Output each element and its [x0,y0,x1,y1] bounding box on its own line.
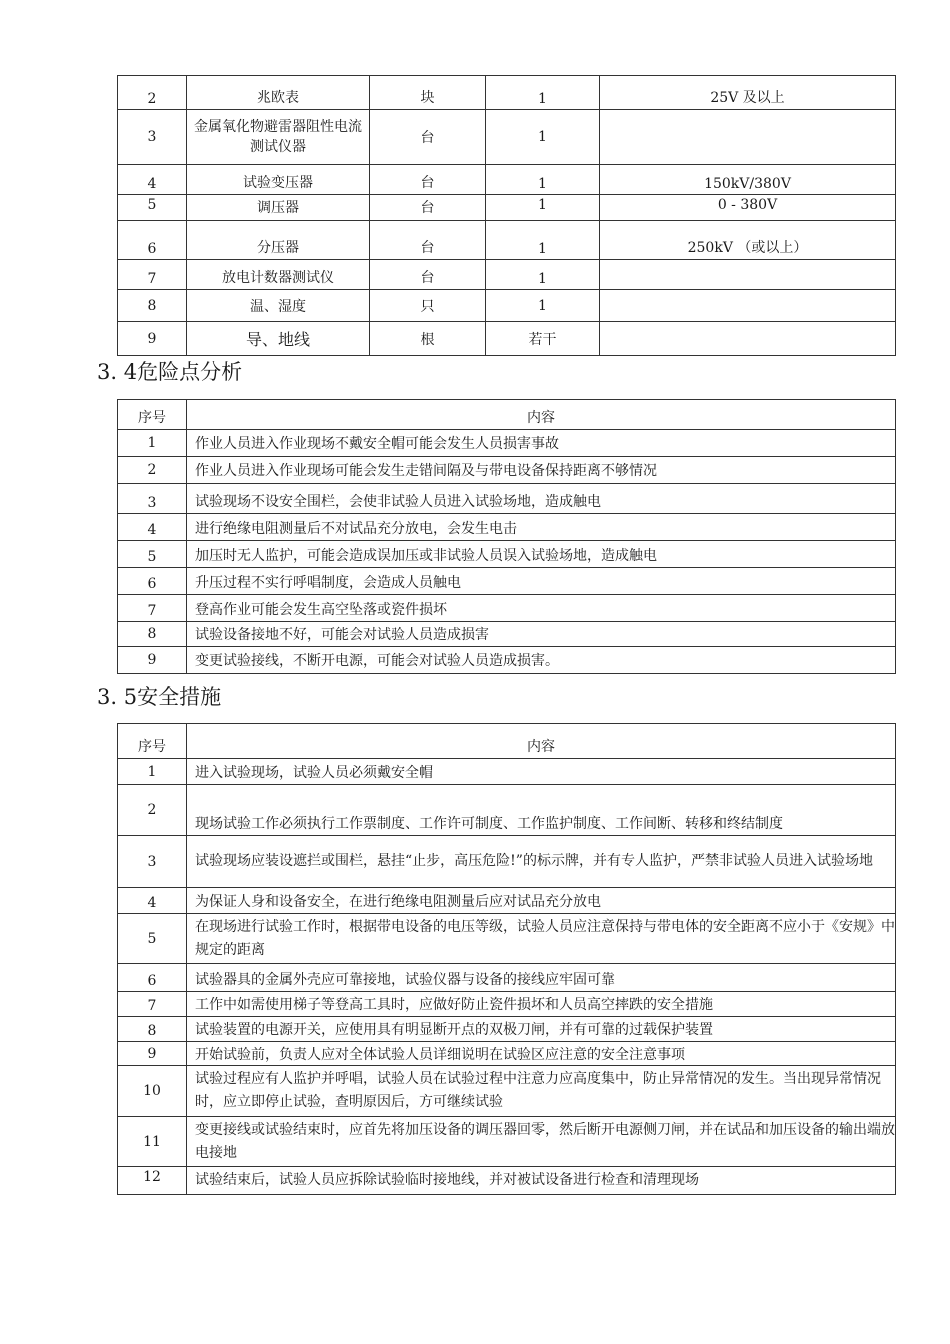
table-row [118,484,896,514]
row-number: 2 [118,457,187,484]
hazard-text: 试验设备接地不好，可能会对试验人员造成损害 [187,622,896,647]
equipment-unit: 台 [370,260,486,290]
row-number: 7 [118,992,187,1017]
row-number: 1 [118,759,187,785]
table-row [118,110,896,165]
row-number: 3 [118,836,187,888]
equipment-spec [600,290,896,322]
table-row [118,195,896,221]
measure-text: 在现场进行试验工作时，根据带电设备的电压等级，试验人员应注意保持与带电体的安全距离不应小于《安规》中规定的距离 [187,914,896,964]
equipment-name: 试验变压器 [187,165,370,195]
hazard-text: 进行绝缘电阻测量后不对试品充分放电，会发生电击 [187,514,896,541]
column-header-content: 内容 [187,400,896,430]
equipment-qty: 若干 [486,322,600,356]
table-row [118,322,896,356]
hazard-table [117,399,896,674]
table-row [118,964,896,992]
measure-text: 开始试验前，负责人应对全体试验人员详细说明在试验区应注意的安全注意事项 [187,1042,896,1066]
row-number: 5 [118,195,187,221]
equipment-unit: 块 [370,76,486,110]
table-row [118,992,896,1017]
row-number: 3 [118,110,187,165]
row-number: 4 [118,888,187,914]
measure-text: 变更接线或试验结束时，应首先将加压设备的调压器回零，然后断开电源侧刀闸，并在试品和加压设备的输出端放电接地 [187,1117,896,1167]
safety-measures-heading: 3. 5安全措施 [97,685,222,709]
equipment-unit: 根 [370,322,486,356]
row-number: 8 [118,1017,187,1042]
row-number: 5 [118,541,187,568]
equipment-name: 调压器 [187,195,370,221]
table-row [118,1017,896,1042]
table-row [118,595,896,622]
equipment-unit: 只 [370,290,486,322]
measure-text: 现场试验工作必须执行工作票制度、工作许可制度、工作监护制度、工作间断、转移和终结制度 [187,785,896,836]
row-number: 9 [118,647,187,674]
row-number: 7 [118,260,187,290]
row-number: 6 [118,221,187,260]
table-row [118,914,896,964]
equipment-unit: 台 [370,195,486,221]
equipment-spec [600,110,896,165]
equipment-unit: 台 [370,221,486,260]
table-row [118,514,896,541]
table-header-row [118,400,896,430]
equipment-name: 兆欧表 [187,76,370,110]
column-header-number: 序号 [118,724,187,759]
table-row [118,260,896,290]
hazard-text: 升压过程不实行呼唱制度，会造成人员触电 [187,568,896,595]
hazard-text: 加压时无人监护，可能会造成误加压或非试验人员误入试验场地，造成触电 [187,541,896,568]
measure-text: 试验器具的金属外壳应可靠接地，试验仪器与设备的接线应牢固可靠 [187,964,896,992]
measure-text: 试验现场应装设遮拦或围栏，悬挂“止步，高压危险!”的标示牌，并有专人监护，严禁非试验人员进入试验场地 [187,836,896,888]
table-row [118,1117,896,1167]
equipment-name: 温、湿度 [187,290,370,322]
table-row [118,1066,896,1117]
row-number: 6 [118,568,187,595]
equipment-name: 放电计数器测试仪 [187,260,370,290]
table-row [118,785,896,836]
measure-text: 试验装置的电源开关，应使用具有明显断开点的双极刀闸，并有可靠的过载保护装置 [187,1017,896,1042]
equipment-spec: 25V 及以上 [600,76,896,110]
hazard-text: 试验现场不设安全围栏，会使非试验人员进入试验场地，造成触电 [187,484,896,514]
measure-text: 试验过程应有人监护并呼唱，试验人员在试验过程中注意力应高度集中，防止异常情况的发生。当出现异常情况时，应立即停止试验，查明原因后，方可继续试验 [187,1066,896,1117]
equipment-spec: 150kV/380V [600,165,896,195]
row-number: 4 [118,165,187,195]
row-number: 4 [118,514,187,541]
hazard-analysis-heading: 3. 4危险点分析 [97,360,243,384]
column-header-content: 内容 [187,724,896,759]
hazard-text: 作业人员进入作业现场不戴安全帽可能会发生人员损害事故 [187,430,896,457]
equipment-spec [600,322,896,356]
equipment-unit: 台 [370,110,486,165]
row-number: 9 [118,1042,187,1066]
table-row [118,888,896,914]
table-row [118,1042,896,1066]
row-number: 2 [118,76,187,110]
equipment-qty: 1 [486,165,600,195]
measure-text: 工作中如需使用梯子等登高工具时，应做好防止瓷件损坏和人员高空摔跌的安全措施 [187,992,896,1017]
row-number: 8 [118,290,187,322]
hazard-text: 变更试验接线，不断开电源，可能会对试验人员造成损害。 [187,647,896,674]
table-row [118,221,896,260]
table-row [118,647,896,674]
equipment-spec: 0 - 380V [600,195,896,221]
hazard-text: 登高作业可能会发生高空坠落或瓷件损坏 [187,595,896,622]
measure-text: 试验结束后，试验人员应拆除试验临时接地线，并对被试设备进行检查和清理现场 [187,1167,896,1195]
equipment-table [117,75,896,356]
equipment-name: 分压器 [187,221,370,260]
table-row [118,290,896,322]
safety-table [117,723,896,1195]
equipment-spec [600,260,896,290]
table-row [118,836,896,888]
table-row [118,759,896,785]
row-number: 1 [118,430,187,457]
row-number: 11 [118,1117,187,1167]
row-number: 6 [118,964,187,992]
equipment-unit: 台 [370,165,486,195]
row-number: 9 [118,322,187,356]
table-row [118,1167,896,1195]
equipment-qty: 1 [486,76,600,110]
equipment-name: 导、地线 [187,322,370,356]
measure-text: 进入试验现场，试验人员必须戴安全帽 [187,759,896,785]
row-number: 7 [118,595,187,622]
row-number: 3 [118,484,187,514]
row-number: 12 [118,1167,187,1195]
measure-text: 为保证人身和设备安全，在进行绝缘电阻测量后应对试品充分放电 [187,888,896,914]
table-row [118,165,896,195]
table-row [118,622,896,647]
equipment-qty: 1 [486,290,600,322]
equipment-spec: 250kV （或以上） [600,221,896,260]
row-number: 2 [118,785,187,836]
equipment-qty: 1 [486,221,600,260]
row-number: 8 [118,622,187,647]
row-number: 5 [118,914,187,964]
equipment-qty: 1 [486,110,600,165]
equipment-qty: 1 [486,260,600,290]
hazard-text: 作业人员进入作业现场可能会发生走错间隔及与带电设备保持距离不够情况 [187,457,896,484]
table-header-row [118,724,896,759]
column-header-number: 序号 [118,400,187,430]
equipment-name: 金属氧化物避雷器阻性电流测试仪器 [187,110,370,165]
table-row [118,541,896,568]
table-row [118,457,896,484]
equipment-qty: 1 [486,195,600,221]
row-number: 10 [118,1066,187,1117]
table-row [118,76,896,110]
table-row [118,430,896,457]
table-row [118,568,896,595]
